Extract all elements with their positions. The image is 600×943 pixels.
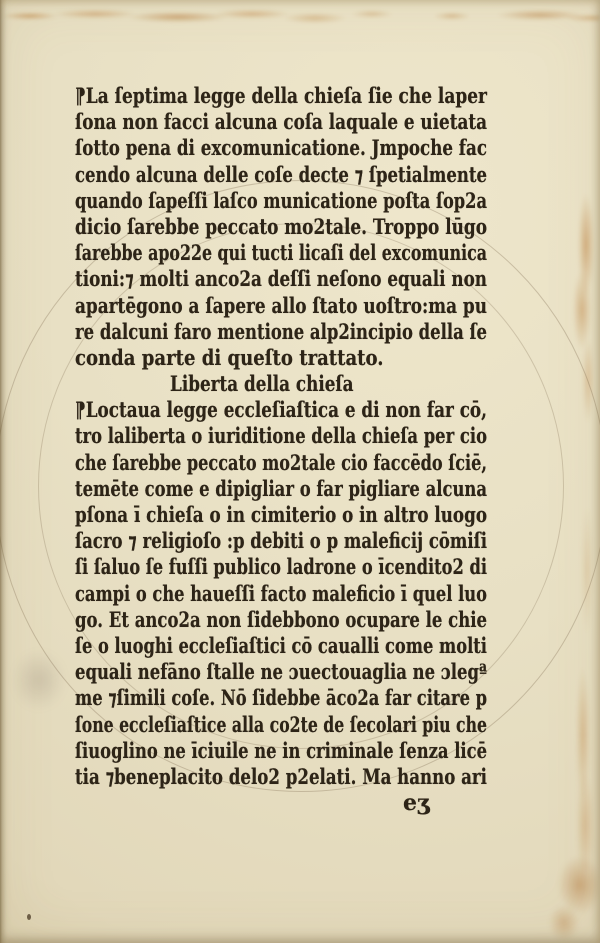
paragraph-last-line: conda parte di queſto trattato.: [75, 344, 384, 370]
text-block: [75, 83, 487, 816]
text-line: ſacro ⁊ religioſo :p debiti o p maleficij cōmiſi: [75, 528, 487, 554]
smudge-left-margin: [12, 650, 66, 710]
text-line: go. Et anco2a non ſidebbono ocupare le chie: [75, 606, 487, 632]
text-line: apartēgono a ſapere allo ſtato uoſtro:ma pu: [75, 292, 487, 318]
text-line: ⁋La ſeptima legge della chieſa ſie che laper: [75, 83, 487, 108]
text-line: tia ⁊beneplacito delo2 p2elati. Ma hanno ari: [75, 763, 487, 789]
section-heading: Liberta della chieſa: [170, 371, 354, 397]
text-line: cendo alcuna delle coſe decte ⁊ ſpetialmente: [75, 161, 487, 187]
text-line: equali nefāno ſtalle ne ɔuectouaglia ne ɔlegª: [75, 659, 487, 685]
text-line: ſone eccleſiaſtice alla co2te de ſecolari piu che: [75, 711, 487, 737]
text-line: pſona ī chieſa o in cimiterio o in altro luogo: [75, 502, 487, 527]
text-line: ſarebbe apo22e qui tucti licaſi del excomunica: [75, 240, 487, 266]
text-line: tioni:⁊ molti anco2a deſſi neſono equali non: [75, 266, 487, 292]
text-line: temēte come e dipigliar o far pigliare alcuna: [75, 475, 487, 501]
text-line: ſotto pena di excomunicatione. Jmpoche fac: [75, 135, 487, 161]
text-line: me ⁊ſimili coſe. Nō ſidebbe āco2a far citare p: [75, 685, 487, 711]
text-line: tro laliberta o iuriditione della chieſa per cio: [75, 423, 487, 449]
text-line: ſona non facci alcuna coſa laquale e uietata: [75, 109, 487, 135]
foxing-stain-top-band: [0, 2, 600, 30]
quire-signature: eʒ: [403, 790, 430, 817]
text-line: re dalcuni faro mentione alp2incipio della ſe: [75, 318, 487, 344]
text-line: ⁋Loctaua legge eccleſiaſtica e di non far cō,: [75, 397, 487, 423]
text-line: dicio ſarebbe peccato mo2tale. Troppo lūgo: [75, 213, 487, 239]
text-line: campi o che haueſſi facto maleficio ī quel luo: [75, 580, 487, 606]
text-line: ſe o luoghi eccleſiaſtici cō caualli come molti: [75, 632, 487, 658]
text-line: ſi ſaluo ſe fuſſi publico ladrone o īcendito2 di: [75, 554, 487, 580]
ink-speck: [27, 914, 31, 920]
foxing-stain-bottom-corner: [520, 823, 600, 943]
text-line: che ſarebbe peccato mo2tale cio faccēdo ſciē,: [75, 449, 487, 475]
text-line: ſiuoglino ne īciuile ne in criminale ſenza licē: [75, 737, 487, 763]
foxing-stain-right-edge: [560, 170, 600, 870]
page-left-edge-shadow: [0, 0, 7, 943]
text-line: quando ſapeſſi laſco municatione poſta ſop2a: [75, 187, 487, 213]
